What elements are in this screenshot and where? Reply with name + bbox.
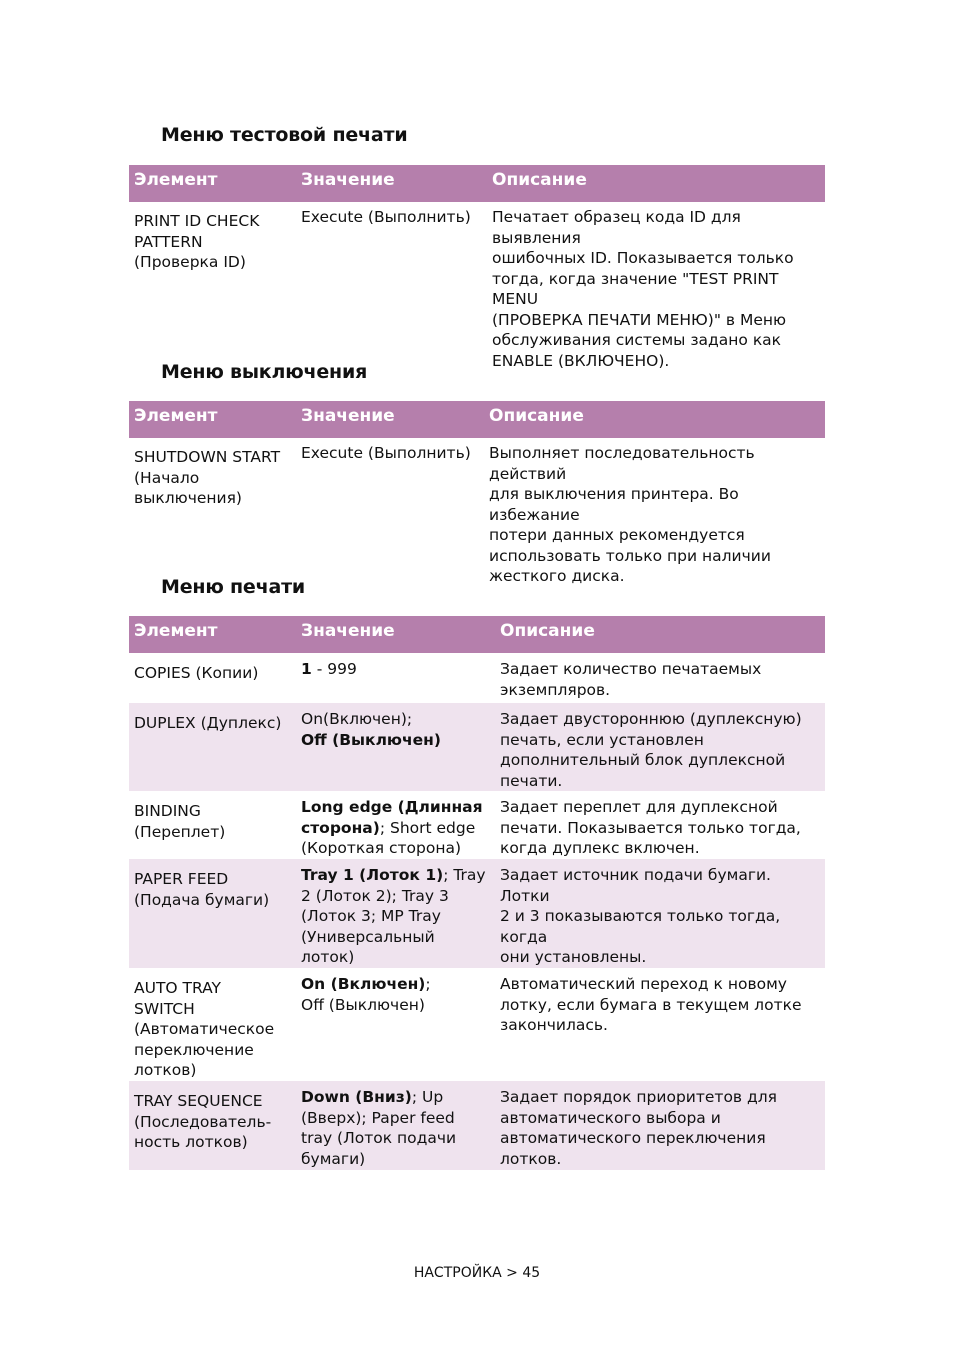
value-text: (Короткая сторона) bbox=[301, 839, 462, 857]
value-text: ; Short edge bbox=[379, 818, 476, 837]
table-row bbox=[129, 438, 825, 585]
header-element: Элемент bbox=[134, 170, 218, 190]
table-row bbox=[129, 968, 825, 1081]
description-line: печати. Показывается только тогда, bbox=[500, 818, 801, 837]
description-line: они установлены. bbox=[500, 948, 647, 966]
value-text: ; Up bbox=[411, 1088, 444, 1106]
element-line: (Автоматическое bbox=[134, 1020, 275, 1038]
table-shutdown-menu bbox=[129, 401, 825, 585]
header-value: Значение bbox=[301, 621, 395, 641]
description-line: ENABLE (ВКЛЮЧЕНО). bbox=[492, 351, 670, 370]
header-description: Описание bbox=[492, 170, 587, 190]
table-header bbox=[129, 165, 825, 202]
cell-element bbox=[134, 869, 294, 910]
value-text: 1 bbox=[301, 660, 312, 678]
element-line: выключения) bbox=[134, 489, 242, 507]
value-text: Down (Вниз) bbox=[301, 1088, 412, 1106]
description-line: Выполняет последовательность действий bbox=[489, 444, 755, 483]
value-text: ; bbox=[425, 975, 431, 993]
cell-value bbox=[301, 865, 486, 968]
cell-description bbox=[492, 207, 825, 371]
description-line: печати. bbox=[500, 771, 563, 790]
description-line: Задает двустороннюю (дуплексную) bbox=[500, 710, 802, 728]
cell-description bbox=[500, 865, 825, 968]
description-line: использовать только при наличии bbox=[489, 546, 771, 565]
value-text: tray (Лоток подачи bbox=[301, 1129, 457, 1147]
header-element: Элемент bbox=[134, 406, 218, 426]
value-text: Off (Выключен) bbox=[301, 995, 425, 1014]
description-line: 2 и 3 показываются только тогда, когда bbox=[500, 907, 781, 946]
description-line: когда дуплекс включен. bbox=[500, 839, 700, 857]
value-text: On(Включен); bbox=[301, 710, 413, 728]
element-line: PRINT ID CHECK bbox=[134, 212, 260, 230]
value-text: (Универсальный bbox=[301, 927, 435, 946]
element-line: PATTERN bbox=[134, 232, 203, 251]
table-row bbox=[129, 202, 825, 370]
cell-description bbox=[500, 974, 825, 1036]
section-title-print-menu: Меню печати bbox=[161, 576, 306, 598]
cell-element bbox=[134, 211, 294, 273]
element-line: (Начало bbox=[134, 468, 200, 487]
cell-value bbox=[301, 1087, 486, 1169]
description-line: Задает переплет для дуплексной bbox=[500, 798, 778, 816]
section-title-shutdown: Меню выключения bbox=[161, 361, 368, 383]
description-line: обслуживания системы задано как bbox=[492, 331, 782, 349]
element-line: PAPER FEED bbox=[134, 870, 229, 888]
element-line: (Последователь- bbox=[134, 1112, 272, 1131]
cell-description bbox=[500, 709, 825, 791]
element-line: BINDING bbox=[134, 802, 201, 820]
cell-value bbox=[301, 207, 486, 228]
table-row bbox=[129, 653, 825, 703]
value-text: сторона) bbox=[301, 818, 380, 837]
element-line: SHUTDOWN START bbox=[134, 448, 281, 466]
description-line: Печатает образец кода ID для выявления bbox=[492, 208, 741, 247]
description-line: лотку, если бумага в текущем лотке bbox=[500, 995, 802, 1014]
cell-element bbox=[134, 447, 294, 509]
description-line: Задает порядок приоритетов для bbox=[500, 1088, 777, 1106]
description-line: Задает количество печатаемых bbox=[500, 660, 762, 678]
table-header bbox=[129, 401, 825, 438]
cell-value bbox=[301, 659, 486, 680]
description-line: для выключения принтера. Во избежание bbox=[489, 485, 739, 524]
cell-description bbox=[489, 443, 825, 587]
value-text: Execute (Выполнить) bbox=[301, 444, 471, 462]
element-line: COPIES (Копии) bbox=[134, 664, 259, 682]
cell-value bbox=[301, 443, 486, 464]
value-text: 2 (Лоток 2); Tray 3 bbox=[301, 886, 449, 905]
header-element: Элемент bbox=[134, 621, 218, 641]
description-line: печать, если установлен bbox=[500, 730, 704, 749]
table-row bbox=[129, 791, 825, 859]
cell-element bbox=[134, 978, 294, 1081]
cell-element bbox=[134, 663, 294, 684]
description-line: жесткого диска. bbox=[489, 567, 625, 585]
value-text: Execute (Выполнить) bbox=[301, 208, 471, 226]
value-text: - bbox=[311, 660, 328, 678]
description-line: потери данных рекомендуется bbox=[489, 526, 745, 544]
value-text: Long edge (Длинная bbox=[301, 798, 483, 816]
element-line: SWITCH bbox=[134, 999, 195, 1018]
cell-description bbox=[500, 1087, 825, 1169]
element-line: (Подача бумаги) bbox=[134, 890, 270, 909]
description-line: автоматического переключения лотков. bbox=[500, 1129, 766, 1168]
cell-value bbox=[301, 709, 486, 750]
value-text: (Вверх); Paper feed bbox=[301, 1108, 455, 1127]
table-row bbox=[129, 1081, 825, 1170]
value-text: лоток) bbox=[301, 948, 355, 966]
header-description: Описание bbox=[489, 406, 584, 426]
element-line: AUTO TRAY bbox=[134, 979, 222, 997]
section-title-test-print: Меню тестовой печати bbox=[161, 124, 408, 146]
cell-element bbox=[134, 801, 294, 842]
description-line: тогда, когда значение "TEST PRINT MENU bbox=[492, 269, 779, 308]
element-line: ность лотков) bbox=[134, 1133, 248, 1151]
element-line: (Переплет) bbox=[134, 822, 226, 841]
description-line: Задает источник подачи бумаги. Лотки bbox=[500, 866, 771, 905]
value-text: Tray 1 (Лоток 1) bbox=[301, 866, 444, 884]
cell-description bbox=[500, 797, 825, 859]
cell-element bbox=[134, 1091, 294, 1153]
description-line: Автоматический переход к новому bbox=[500, 975, 787, 993]
value-text: On (Включен) bbox=[301, 975, 426, 993]
value-text: бумаги) bbox=[301, 1149, 366, 1168]
table-header bbox=[129, 616, 825, 653]
cell-value bbox=[301, 797, 486, 859]
value-text: ; Tray bbox=[443, 866, 486, 884]
table-row bbox=[129, 859, 825, 968]
value-text: (Лоток 3; MP Tray bbox=[301, 907, 441, 925]
table-row bbox=[129, 703, 825, 791]
header-value: Значение bbox=[301, 170, 395, 190]
page-footer: НАСТРОЙКА > 45 bbox=[413, 1265, 541, 1281]
description-line: автоматического выбора и bbox=[500, 1108, 721, 1127]
cell-element bbox=[134, 713, 294, 734]
description-line: (ПРОВЕРКА ПЕЧАТИ МЕНЮ)" в Меню bbox=[492, 310, 787, 329]
element-line: переключение bbox=[134, 1040, 254, 1059]
element-line: TRAY SEQUENCE bbox=[134, 1092, 263, 1110]
header-description: Описание bbox=[500, 621, 595, 641]
element-line: (Проверка ID) bbox=[134, 253, 246, 271]
table-print-menu bbox=[129, 616, 825, 1170]
cell-description bbox=[500, 659, 825, 700]
header-value: Значение bbox=[301, 406, 395, 426]
description-line: закончилась. bbox=[500, 1016, 608, 1034]
value-text: Off (Выключен) bbox=[301, 730, 441, 749]
table-test-print-menu bbox=[129, 165, 825, 370]
value-text: 999 bbox=[327, 660, 357, 678]
description-line: ошибочных ID. Показывается только bbox=[492, 249, 794, 267]
description-line: экземпляров. bbox=[500, 680, 611, 699]
description-line: дополнительный блок дуплексной bbox=[500, 751, 786, 769]
element-line: DUPLEX (Дуплекс) bbox=[134, 714, 282, 732]
cell-value bbox=[301, 974, 486, 1015]
element-line: лотков) bbox=[134, 1061, 197, 1079]
